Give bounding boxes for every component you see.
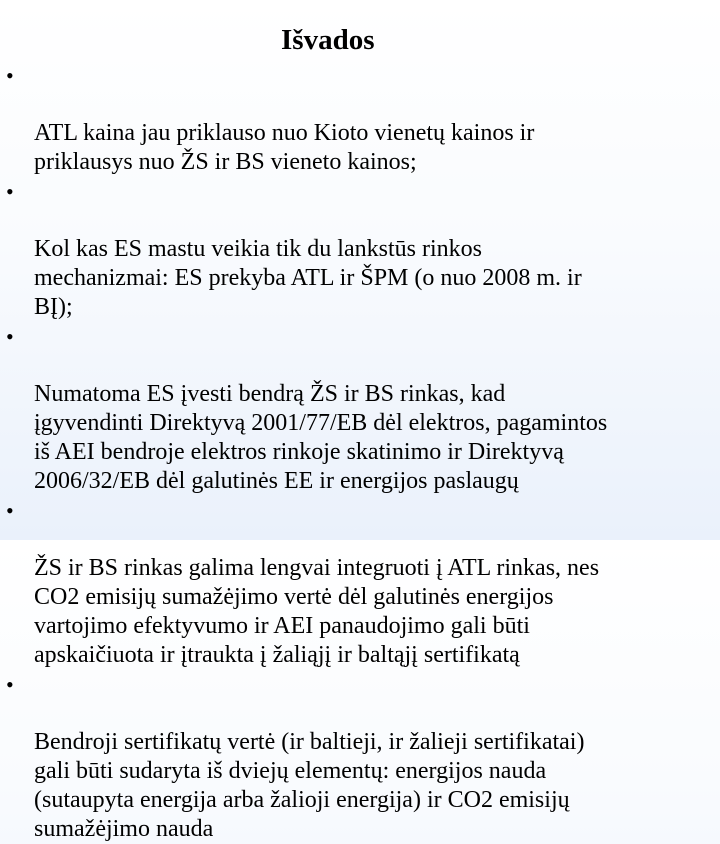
slide-title: Išvados [281,24,375,56]
bullet-item [0,61,720,177]
bullet-marker: • [6,324,14,349]
bullet-marker: • [6,179,14,204]
bullet-text: Kol kas ES mastu veikia tik du lankstūs rinkos mechanizmai: ES prekyba ATL ir ŠPM (o nuo 2008 m. ir BĮ); [34,236,582,320]
bullet-text: Numatoma ES įvesti bendrą ŽS ir BS rinkas, kad įgyvendinti Direktyvą 2001/77/EB dėl elektros, pagamintos iš AEI bendroje elektros rinkoje skatinimo ir Direktyvą 2006/32/EB dėl galutinės EE ir energijos paslaugų [34,381,608,494]
bullet-text: ATL kaina jau priklauso nuo Kioto vienetų kainos ir priklausys nuo ŽS ir BS vieneto kainos; [34,120,535,175]
bullet-list [0,61,720,844]
bullet-item [0,322,720,496]
bullet-marker: • [6,672,14,697]
bullet-item [0,177,720,322]
bullet-item [0,496,720,670]
bullet-marker: • [6,498,14,523]
bullet-marker: • [6,63,14,88]
bullet-text: Bendroji sertifikatų vertė (ir baltieji, ir žalieji sertifikatai) gali būti sudaryta iš dviejų elementų: energijos nauda (sutaupyta energija arba žalioji energija) ir CO2 emisijų sumažėjimo nauda [34,729,585,842]
bullet-text: ŽS ir BS rinkas galima lengvai integruoti į ATL rinkas, nes CO2 emisijų sumažėjimo vertė dėl galutinės energijos vartojimo efektyvumo ir AEI panaudojimo gali būti apskaičiuota ir įtraukta į žaliąjį ir baltąjį sertifikatą [34,555,600,668]
bullet-item [0,670,720,844]
